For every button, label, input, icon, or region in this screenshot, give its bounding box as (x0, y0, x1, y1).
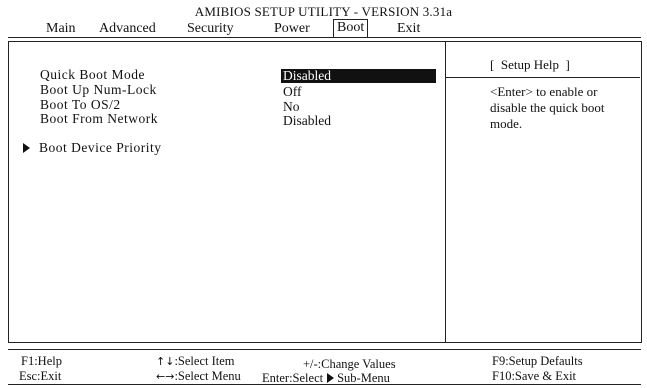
footer-select-item: ↑↓:Select Item (156, 354, 235, 368)
footer-change-values: +/-:Change Values (303, 357, 396, 371)
help-text (490, 84, 647, 132)
panel-divider (445, 41, 446, 343)
tab-main[interactable]: Main (46, 21, 76, 36)
footer-sub-menu-text: Sub-Menu (337, 371, 390, 385)
bottom-border (8, 384, 641, 385)
setting-label-quick-boot-mode: Quick Boot Mode (40, 67, 145, 82)
help-title-text: Setup Help (500, 57, 559, 72)
footer-select-item-text: Select Item (177, 354, 235, 368)
setting-value-boot-to-os2[interactable]: No (283, 99, 300, 114)
up-down-arrows-icon: ↑↓ (156, 355, 175, 368)
help-divider (446, 77, 640, 78)
window-title: AMIBIOS SETUP UTILITY - VERSION 3.31a (194, 4, 453, 19)
footer-select-menu-text: Select Menu (177, 369, 241, 383)
setting-label-boot-from-network: Boot From Network (40, 111, 158, 126)
footer-enter-select-text: Enter:Select (262, 371, 324, 385)
setting-label-boot-to-os2: Boot To OS/2 (40, 97, 121, 112)
submenu-label: Boot Device Priority (39, 140, 162, 155)
submenu-arrow-icon (327, 373, 334, 383)
help-line: <Enter> to enable or (490, 84, 598, 99)
tab-power[interactable]: Power (274, 21, 310, 36)
left-right-arrows-icon: ←→ (156, 370, 175, 383)
menubar-divider (8, 37, 641, 38)
footer-divider (8, 349, 641, 350)
tab-security[interactable]: Security (187, 21, 234, 36)
submenu-boot-device-priority[interactable] (23, 140, 161, 156)
footer-f10-save-exit: F10:Save & Exit (492, 369, 577, 383)
setting-label-boot-up-num-lock: Boot Up Num-Lock (40, 82, 157, 97)
submenu-arrow-icon (23, 143, 30, 153)
footer-f9-defaults: F9:Setup Defaults (492, 354, 583, 368)
tab-exit[interactable]: Exit (397, 21, 421, 36)
setting-value-quick-boot-mode[interactable]: Disabled (283, 68, 331, 83)
footer-esc-exit: Esc:Exit (19, 369, 62, 383)
help-title: [ Setup Help ] (490, 57, 570, 72)
tab-boot[interactable]: Boot (333, 19, 368, 38)
footer-select-menu: ←→:Select Menu (156, 369, 241, 383)
help-line: mode. (490, 116, 523, 131)
help-line: disable the quick boot (490, 100, 605, 115)
setting-value-boot-from-network[interactable]: Disabled (283, 113, 331, 128)
tab-advanced[interactable]: Advanced (99, 21, 156, 36)
setting-value-boot-up-num-lock[interactable]: Off (283, 84, 302, 99)
footer-f1-help: F1:Help (21, 354, 62, 368)
